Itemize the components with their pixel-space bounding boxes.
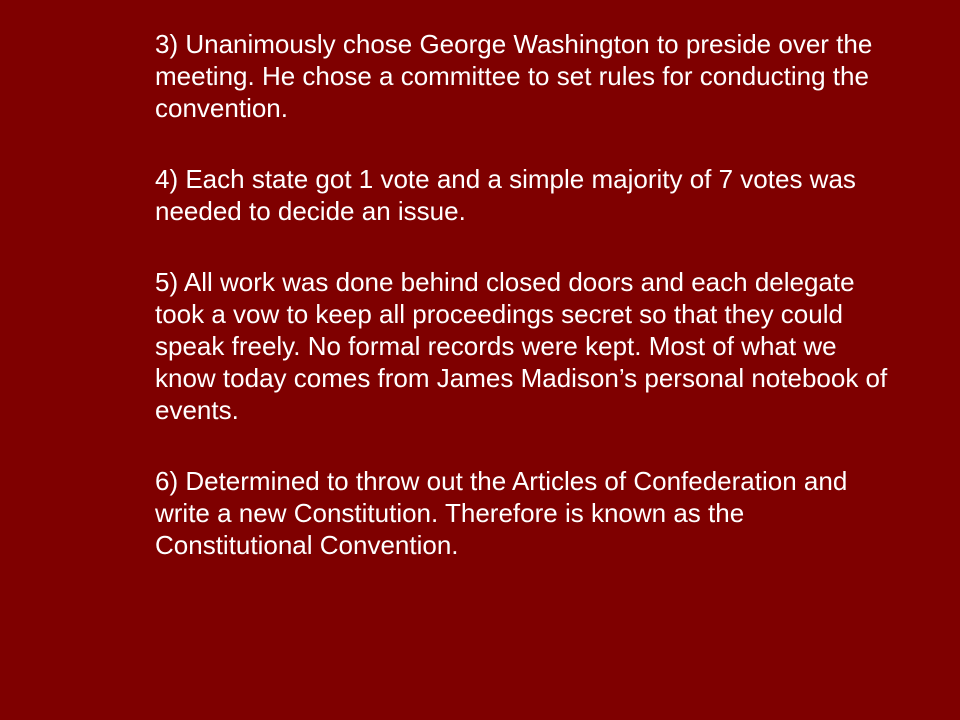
- paragraph-5: 5) All work was done behind closed doors and each delegate took a vow to keep all proceedings secret so that they could speak freely. No formal records were kept. Most of what we know today comes from James Madison’s personal notebook of events.: [155, 267, 888, 425]
- slide-body: [155, 28, 900, 561]
- paragraph-4: 4) Each state got 1 vote and a simple majority of 7 votes was needed to decide an issue.: [155, 164, 856, 226]
- paragraph-6: 6) Determined to throw out the Articles of Confederation and write a new Constitution. Therefore is known as the Constitutional Convention.: [155, 466, 848, 560]
- paragraph-3: 3) Unanimously chose George Washington to preside over the meeting. He chose a committee to set rules for conducting the convention.: [155, 29, 873, 123]
